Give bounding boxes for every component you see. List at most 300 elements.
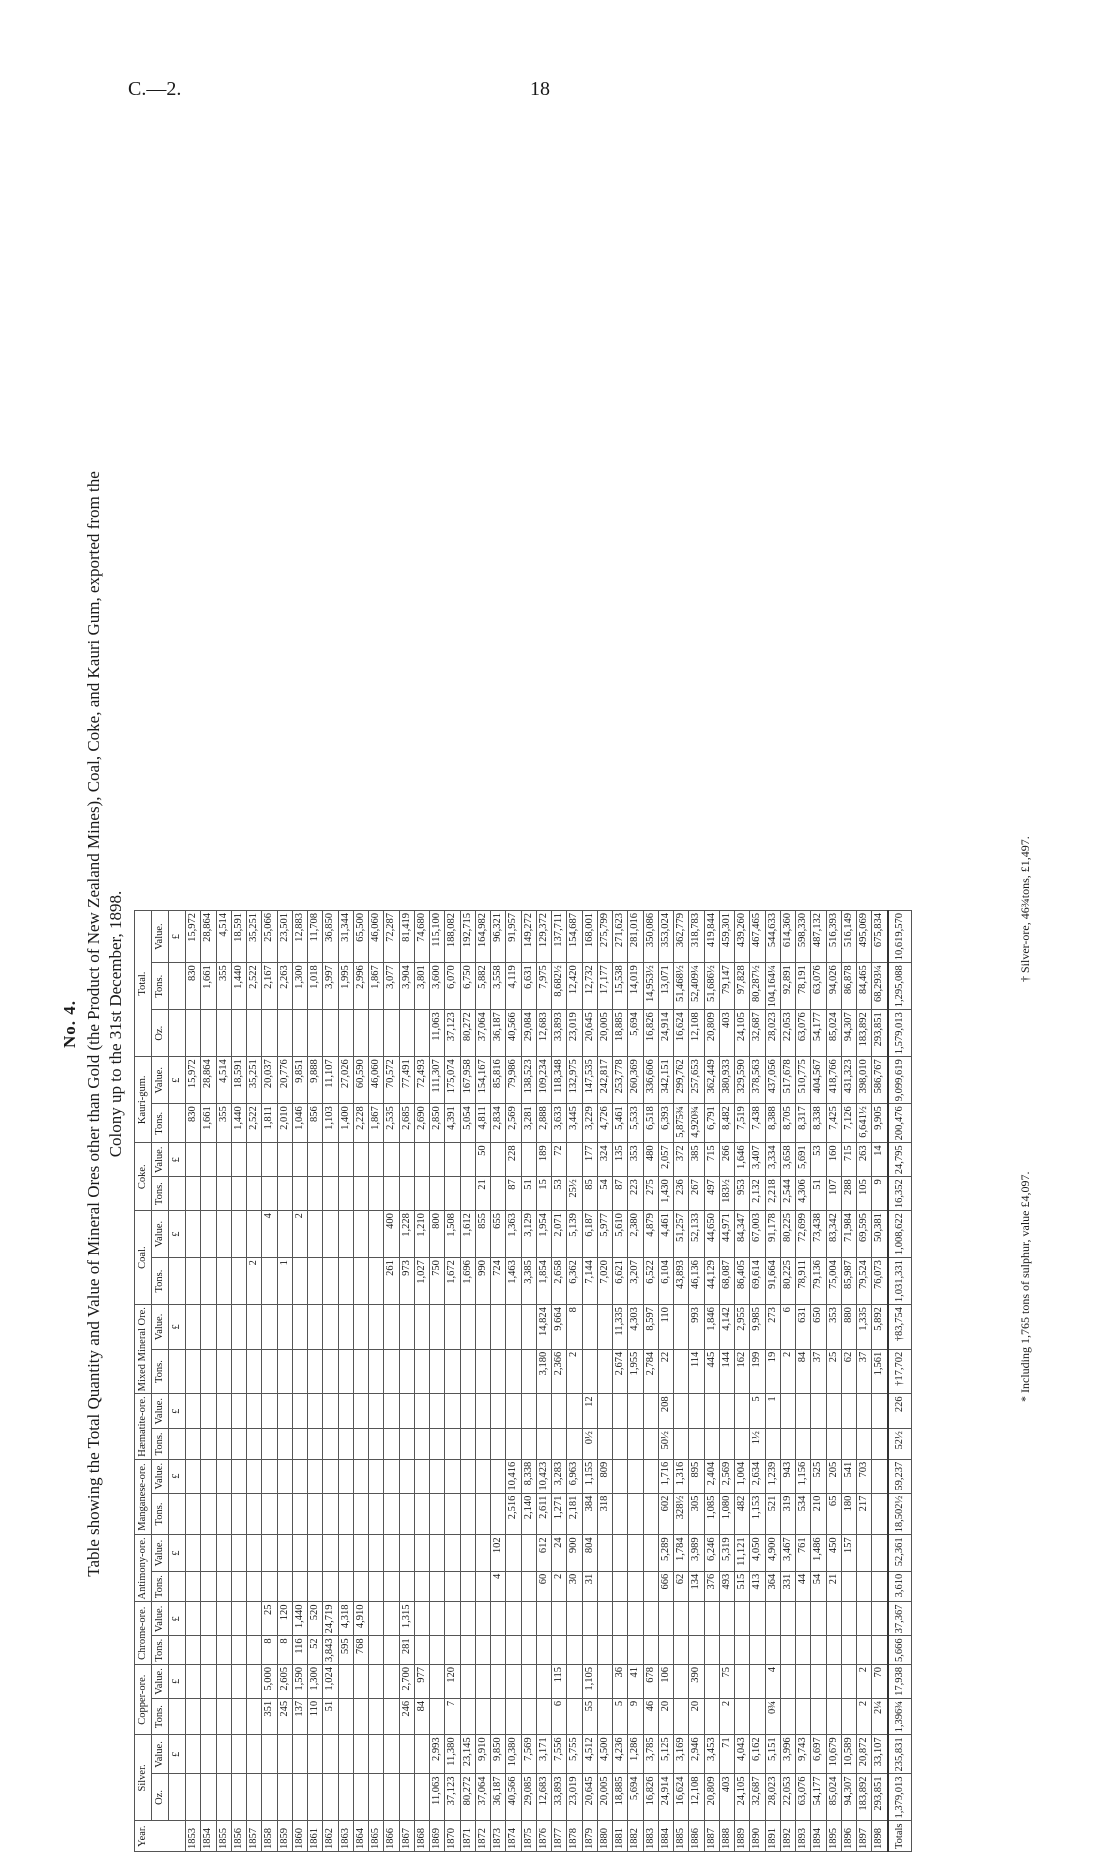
value-cell: [567, 1602, 582, 1636]
value-cell: [826, 1602, 841, 1636]
value-cell: [247, 1010, 262, 1057]
value-cell: [216, 1394, 231, 1429]
value-cell: [399, 1305, 414, 1350]
value-cell: [186, 1211, 201, 1258]
col-unit: [169, 963, 186, 1010]
value-cell: 7: [445, 1698, 460, 1735]
col-sub-header: Tons.: [152, 1571, 169, 1602]
value-cell: [292, 1571, 307, 1602]
value-cell: [536, 1664, 551, 1698]
value-cell: [857, 1571, 872, 1602]
value-cell: [384, 1636, 399, 1665]
value-cell: [201, 1010, 216, 1057]
value-cell: 5,691: [796, 1143, 811, 1177]
value-cell: 23,019: [567, 1010, 582, 1057]
value-cell: 37,123: [445, 1010, 460, 1057]
value-cell: 768: [353, 1636, 368, 1665]
value-cell: [582, 1349, 597, 1394]
value-cell: [872, 1394, 888, 1429]
table-row: [384, 910, 399, 1851]
value-cell: 135: [613, 1143, 628, 1177]
value-cell: [613, 1459, 628, 1493]
value-cell: 261: [384, 1258, 399, 1305]
col-sub-header: Tons.: [152, 1429, 169, 1460]
value-cell: [674, 1636, 689, 1665]
value-cell: 3,904: [399, 963, 414, 1010]
year-cell: 1874: [506, 1821, 521, 1852]
value-cell: 6,070: [445, 963, 460, 1010]
totals-cell: 200,476: [888, 1104, 912, 1143]
value-cell: [399, 1735, 414, 1774]
value-cell: 2,569: [719, 1459, 734, 1493]
value-cell: [826, 1636, 841, 1665]
value-cell: 275: [643, 1177, 658, 1211]
value-cell: 418,766: [826, 1057, 841, 1104]
value-cell: 480: [643, 1143, 658, 1177]
value-cell: [384, 1735, 399, 1774]
value-cell: [567, 1664, 582, 1698]
value-cell: [216, 1535, 231, 1571]
value-cell: [292, 1735, 307, 1774]
value-cell: 6,621: [613, 1258, 628, 1305]
totals-cell: †83,754: [888, 1305, 912, 1350]
value-cell: 351: [262, 1698, 277, 1735]
value-cell: [308, 1571, 323, 1602]
value-cell: 267: [689, 1177, 704, 1211]
value-cell: 36,187: [491, 1010, 506, 1057]
value-cell: [536, 1394, 551, 1429]
value-cell: 24,105: [735, 1010, 750, 1057]
value-cell: [613, 1571, 628, 1602]
value-cell: 18,591: [231, 1057, 246, 1104]
value-cell: 54,177: [811, 1774, 826, 1821]
value-cell: [826, 1698, 841, 1735]
value-cell: 31: [582, 1571, 597, 1602]
value-cell: [552, 1602, 567, 1636]
value-cell: 2,611: [536, 1493, 551, 1535]
value-cell: [491, 1349, 506, 1394]
value-cell: 1,561: [872, 1349, 888, 1394]
value-cell: 281,016: [628, 910, 643, 962]
value-cell: [292, 1177, 307, 1211]
value-cell: [384, 1571, 399, 1602]
value-cell: 102: [491, 1535, 506, 1571]
value-cell: 3,180: [536, 1349, 551, 1394]
value-cell: 63,076: [811, 963, 826, 1010]
value-cell: [247, 1305, 262, 1350]
value-cell: 5,151: [765, 1735, 780, 1774]
table-row: [353, 910, 368, 1851]
col-unit: £: [169, 1664, 186, 1698]
value-cell: [308, 1735, 323, 1774]
table-row: [262, 910, 277, 1851]
value-cell: [323, 1177, 338, 1211]
value-cell: [780, 1394, 795, 1429]
value-cell: [430, 1571, 445, 1602]
value-cell: [353, 1429, 368, 1460]
col-unit: [169, 1698, 186, 1735]
value-cell: [414, 1636, 429, 1665]
value-cell: 13,071: [658, 963, 673, 1010]
value-cell: [399, 1349, 414, 1394]
value-cell: 80,272: [460, 1010, 475, 1057]
value-cell: 413: [750, 1571, 765, 1602]
value-cell: [338, 1698, 353, 1735]
value-cell: 50½: [658, 1429, 673, 1460]
value-cell: [399, 1535, 414, 1571]
value-cell: [231, 1636, 246, 1665]
value-cell: [292, 1305, 307, 1350]
value-cell: [628, 1535, 643, 1571]
table-title: Table showing the Total Quantity and Value of Mineral Ores other than Gold (the Product of New Zealand Mines), Coal, Coke, and Kauri Gum, exported from the: [84, 471, 103, 1577]
col-sub-header: Value.: [152, 1143, 169, 1177]
value-cell: [201, 1664, 216, 1698]
value-cell: 91,178: [765, 1211, 780, 1258]
value-cell: 96,321: [491, 910, 506, 962]
value-cell: [201, 1349, 216, 1394]
table-row: [674, 910, 689, 1851]
value-cell: [247, 1602, 262, 1636]
value-cell: [231, 1493, 246, 1535]
value-cell: 16,624: [674, 1774, 689, 1821]
value-cell: [277, 1143, 292, 1177]
value-cell: [460, 1602, 475, 1636]
value-cell: [628, 1571, 643, 1602]
value-cell: [384, 1394, 399, 1429]
value-cell: 459,301: [719, 910, 734, 962]
value-cell: [384, 1602, 399, 1636]
value-cell: 328½: [674, 1493, 689, 1535]
value-cell: 111,307: [430, 1057, 445, 1104]
value-cell: [277, 1349, 292, 1394]
value-cell: [491, 1698, 506, 1735]
value-cell: [186, 1143, 201, 1177]
value-cell: 2,850: [430, 1104, 445, 1143]
value-cell: 2: [857, 1664, 872, 1698]
value-cell: [338, 1571, 353, 1602]
value-cell: 51: [323, 1698, 338, 1735]
value-cell: 11,380: [445, 1735, 460, 1774]
value-cell: [475, 1429, 490, 1460]
value-cell: [186, 1429, 201, 1460]
col-unit: £: [169, 1305, 186, 1350]
year-cell: 1898: [872, 1821, 888, 1852]
value-cell: 132,975: [567, 1057, 582, 1104]
value-cell: 3,658: [780, 1143, 795, 1177]
value-cell: 3,281: [521, 1104, 536, 1143]
value-cell: [430, 1177, 445, 1211]
value-cell: [369, 1459, 384, 1493]
value-cell: 94,026: [826, 963, 841, 1010]
value-cell: [353, 1535, 368, 1571]
totals-cell: 3,610: [888, 1571, 912, 1602]
value-cell: [628, 1459, 643, 1493]
value-cell: [735, 1698, 750, 1735]
value-cell: [872, 1602, 888, 1636]
value-cell: [399, 1459, 414, 1493]
value-cell: 22: [658, 1349, 673, 1394]
page-ref: C.—2.: [128, 78, 182, 100]
value-cell: 20,776: [277, 1057, 292, 1104]
value-cell: 118,348: [552, 1057, 567, 1104]
value-cell: [841, 1636, 856, 1665]
col-sub-header: Oz.: [152, 1774, 169, 1821]
value-cell: 9,850: [491, 1735, 506, 1774]
year-cell: 1875: [521, 1821, 536, 1852]
value-cell: [567, 1143, 582, 1177]
value-cell: [216, 1177, 231, 1211]
value-cell: 1,027: [414, 1258, 429, 1305]
value-cell: [369, 1535, 384, 1571]
value-cell: 1: [765, 1394, 780, 1429]
value-cell: [247, 1349, 262, 1394]
value-cell: 160: [826, 1143, 841, 1177]
value-cell: 6,631: [521, 963, 536, 1010]
value-cell: 11,063: [430, 1774, 445, 1821]
value-cell: 6,246: [704, 1535, 719, 1571]
value-cell: [308, 1143, 323, 1177]
value-cell: [796, 1664, 811, 1698]
value-cell: 450: [826, 1535, 841, 1571]
value-cell: 4,811: [475, 1104, 490, 1143]
value-cell: [674, 1698, 689, 1735]
value-cell: 1,316: [674, 1459, 689, 1493]
value-cell: [430, 1429, 445, 1460]
totals-label: Totals: [888, 1821, 912, 1852]
value-cell: 51: [811, 1177, 826, 1211]
value-cell: 5,882: [475, 963, 490, 1010]
col-sub-header: Oz.: [152, 1010, 169, 1057]
table-row: [857, 910, 872, 1851]
value-cell: 305: [689, 1493, 704, 1535]
value-cell: [262, 1177, 277, 1211]
value-cell: 50,381: [872, 1211, 888, 1258]
value-cell: 9,905: [872, 1104, 888, 1143]
value-cell: [414, 1459, 429, 1493]
value-cell: 67,003: [750, 1211, 765, 1258]
value-cell: [216, 1143, 231, 1177]
value-cell: 5,610: [613, 1211, 628, 1258]
value-cell: 18,885: [613, 1010, 628, 1057]
value-cell: 4,512: [582, 1735, 597, 1774]
value-cell: 129,372: [536, 910, 551, 962]
value-cell: 0¾: [765, 1698, 780, 1735]
value-cell: 2,380: [628, 1211, 643, 1258]
value-cell: [323, 1535, 338, 1571]
value-cell: [262, 1493, 277, 1535]
value-cell: 1,716: [658, 1459, 673, 1493]
value-cell: [597, 1664, 612, 1698]
value-cell: 5,977: [597, 1211, 612, 1258]
value-cell: [643, 1493, 658, 1535]
value-cell: [521, 1305, 536, 1350]
value-cell: [231, 1459, 246, 1493]
value-cell: [292, 1429, 307, 1460]
value-cell: 263: [857, 1143, 872, 1177]
col-unit: [169, 1010, 186, 1057]
value-cell: 977: [414, 1664, 429, 1698]
value-cell: [521, 1349, 536, 1394]
exports-table: [134, 910, 912, 1852]
value-cell: [521, 1429, 536, 1460]
value-cell: [247, 1698, 262, 1735]
year-cell: 1871: [460, 1821, 475, 1852]
value-cell: 32,687: [750, 1010, 765, 1057]
value-cell: 5,892: [872, 1305, 888, 1350]
value-cell: 495,069: [857, 910, 872, 962]
value-cell: [521, 1602, 536, 1636]
value-cell: [338, 1774, 353, 1821]
value-cell: 28,023: [765, 1010, 780, 1057]
value-cell: [338, 1211, 353, 1258]
value-cell: [369, 1211, 384, 1258]
value-cell: 1: [277, 1258, 292, 1305]
value-cell: 3,558: [491, 963, 506, 1010]
value-cell: 63,076: [796, 1010, 811, 1057]
value-cell: 138,523: [521, 1057, 536, 1104]
year-cell: 1892: [780, 1821, 795, 1852]
value-cell: [369, 1636, 384, 1665]
value-cell: 7,519: [735, 1104, 750, 1143]
value-cell: 544,633: [765, 910, 780, 962]
value-cell: 14,953½: [643, 963, 658, 1010]
value-cell: 11,121: [735, 1535, 750, 1571]
value-cell: 223: [628, 1177, 643, 1211]
value-cell: [353, 1349, 368, 1394]
value-cell: 2,181: [567, 1493, 582, 1535]
col-group-header: Coke.: [135, 1143, 152, 1211]
value-cell: [216, 1459, 231, 1493]
value-cell: [445, 1459, 460, 1493]
value-cell: [353, 1305, 368, 1350]
value-cell: 2,834: [491, 1104, 506, 1143]
value-cell: 149,272: [521, 910, 536, 962]
value-cell: [231, 1664, 246, 1698]
value-cell: 973: [399, 1258, 414, 1305]
value-cell: [475, 1664, 490, 1698]
value-cell: [323, 1735, 338, 1774]
value-cell: [506, 1602, 521, 1636]
value-cell: 2,569: [506, 1104, 521, 1143]
value-cell: 24,914: [658, 1010, 673, 1057]
value-cell: [201, 1177, 216, 1211]
value-cell: 183,892: [857, 1774, 872, 1821]
value-cell: 7,975: [536, 963, 551, 1010]
value-cell: [247, 1664, 262, 1698]
table-row: [689, 910, 704, 1851]
col-sub-header: Tons.: [152, 1177, 169, 1211]
value-cell: 94,307: [841, 1010, 856, 1057]
value-cell: 856: [308, 1104, 323, 1143]
value-cell: [353, 1459, 368, 1493]
totals-cell: 18,502½: [888, 1493, 912, 1535]
value-cell: 137,711: [552, 910, 567, 962]
value-cell: 180: [841, 1493, 856, 1535]
year-cell: 1889: [735, 1821, 750, 1852]
value-cell: [643, 1571, 658, 1602]
value-cell: [186, 1010, 201, 1057]
value-cell: [247, 1459, 262, 1493]
value-cell: 12,420: [567, 963, 582, 1010]
col-sub-header: Value.: [152, 1735, 169, 1774]
value-cell: 23,019: [567, 1774, 582, 1821]
value-cell: [186, 1735, 201, 1774]
value-cell: 1,300: [292, 963, 307, 1010]
value-cell: [308, 1211, 323, 1258]
col-sub-header: Value.: [152, 1459, 169, 1493]
value-cell: [231, 1429, 246, 1460]
value-cell: 8,705: [780, 1104, 795, 1143]
value-cell: 385: [689, 1143, 704, 1177]
value-cell: 33,893: [552, 1010, 567, 1057]
value-cell: 20,872: [857, 1735, 872, 1774]
value-cell: [491, 1143, 506, 1177]
value-cell: 18,591: [231, 910, 246, 962]
value-cell: [643, 1459, 658, 1493]
value-cell: 54,177: [811, 1010, 826, 1057]
value-cell: 5,694: [628, 1774, 643, 1821]
value-cell: 482: [735, 1493, 750, 1535]
value-cell: 16,826: [643, 1010, 658, 1057]
value-cell: 1,867: [369, 1104, 384, 1143]
value-cell: 4,043: [735, 1735, 750, 1774]
year-cell: 1893: [796, 1821, 811, 1852]
value-cell: 36: [613, 1664, 628, 1698]
value-cell: 4: [262, 1211, 277, 1258]
value-cell: [201, 1774, 216, 1821]
value-cell: 855: [475, 1211, 490, 1258]
col-sub-header: Value.: [152, 1057, 169, 1104]
value-cell: 120: [445, 1664, 460, 1698]
value-cell: [811, 1429, 826, 1460]
table-row: [704, 910, 719, 1851]
value-cell: [735, 1429, 750, 1460]
col-unit: [169, 1349, 186, 1394]
value-cell: 6,393: [658, 1104, 673, 1143]
value-cell: 5,054: [460, 1104, 475, 1143]
value-cell: [186, 1636, 201, 1665]
value-cell: [399, 1429, 414, 1460]
value-cell: 2,167: [262, 963, 277, 1010]
value-cell: 4,726: [597, 1104, 612, 1143]
value-cell: [384, 1010, 399, 1057]
value-cell: 106: [658, 1664, 673, 1698]
value-cell: [460, 1535, 475, 1571]
year-cell: 1855: [216, 1821, 231, 1852]
value-cell: [872, 1493, 888, 1535]
value-cell: [521, 1636, 536, 1665]
value-cell: 53: [552, 1177, 567, 1211]
value-cell: [353, 1664, 368, 1698]
value-cell: 217: [857, 1493, 872, 1535]
table-row: [414, 910, 429, 1851]
value-cell: [414, 1774, 429, 1821]
value-cell: [628, 1394, 643, 1429]
col-group-header: Mixed Mineral Ore.: [135, 1305, 152, 1394]
value-cell: 91,664: [765, 1258, 780, 1305]
value-cell: 329,590: [735, 1057, 750, 1104]
value-cell: [338, 1394, 353, 1429]
value-cell: [231, 1735, 246, 1774]
page-number: 18: [530, 78, 550, 100]
value-cell: 4,920¾: [689, 1104, 704, 1143]
value-cell: 830: [186, 963, 201, 1010]
col-sub-header: Tons.: [152, 963, 169, 1010]
value-cell: 24,105: [735, 1774, 750, 1821]
value-cell: 15: [536, 1177, 551, 1211]
value-cell: [308, 1177, 323, 1211]
value-cell: 8,338: [811, 1104, 826, 1143]
